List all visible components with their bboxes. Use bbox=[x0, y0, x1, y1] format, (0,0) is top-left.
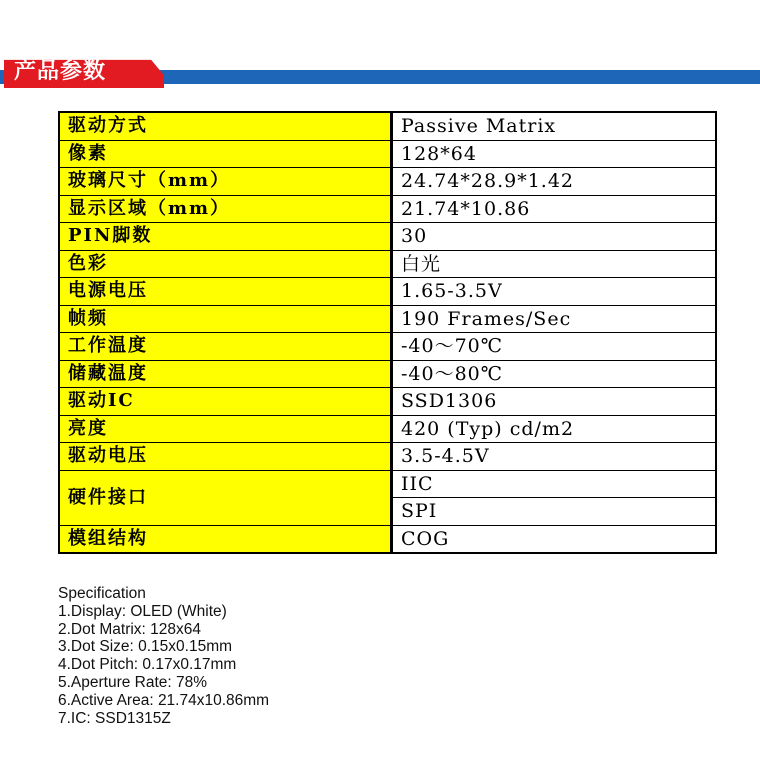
row-value: 3.5-4.5V bbox=[392, 443, 717, 471]
row-label: 驱动电压 bbox=[59, 443, 392, 471]
row-value: 白光 bbox=[392, 250, 717, 278]
row-value: Passive Matrix bbox=[392, 112, 717, 140]
page-title: 产品参数 bbox=[14, 59, 107, 84]
table-row bbox=[59, 415, 716, 443]
row-label: 色彩 bbox=[59, 250, 392, 278]
row-value: SPI bbox=[392, 498, 717, 526]
table-row bbox=[59, 443, 716, 471]
row-label: 储藏温度 bbox=[59, 360, 392, 388]
row-value: 21.74*10.86 bbox=[392, 195, 717, 223]
table-row bbox=[59, 278, 716, 306]
table-row bbox=[59, 525, 716, 553]
row-value: 24.74*28.9*1.42 bbox=[392, 168, 717, 196]
row-label: 显示区域（mm） bbox=[59, 195, 392, 223]
row-label: 驱动方式 bbox=[59, 112, 392, 140]
table-row bbox=[59, 112, 716, 140]
row-value: 190 Frames/Sec bbox=[392, 305, 717, 333]
table-row bbox=[59, 223, 716, 251]
table-row bbox=[59, 360, 716, 388]
table-row bbox=[59, 388, 716, 416]
spec-line: 7.IC: SSD1315Z bbox=[58, 709, 171, 727]
spec-line: 2.Dot Matrix: 128x64 bbox=[58, 620, 202, 638]
table-row bbox=[59, 333, 716, 361]
table-row bbox=[59, 470, 716, 498]
table-row bbox=[59, 140, 716, 168]
spec-line: 6.Active Area: 21.74x10.86mm bbox=[58, 691, 270, 709]
row-value: 420 (Typ) cd/m2 bbox=[392, 415, 717, 443]
row-value: SSD1306 bbox=[392, 388, 717, 416]
specification-block bbox=[58, 585, 658, 727]
table-row bbox=[59, 250, 716, 278]
row-label: 电源电压 bbox=[59, 278, 392, 306]
row-value: 30 bbox=[392, 223, 717, 251]
row-value: 1.65-3.5V bbox=[392, 278, 717, 306]
row-label: 帧频 bbox=[59, 305, 392, 333]
row-label: 亮度 bbox=[59, 415, 392, 443]
table-row bbox=[59, 195, 716, 223]
row-label: 像素 bbox=[59, 140, 392, 168]
row-label: 硬件接口 bbox=[59, 470, 392, 525]
row-label: 工作温度 bbox=[59, 333, 392, 361]
row-label: PIN脚数 bbox=[59, 223, 392, 251]
spec-line: 3.Dot Size: 0.15x0.15mm bbox=[58, 638, 233, 656]
parameter-table bbox=[58, 111, 717, 554]
row-value: IIC bbox=[392, 470, 717, 498]
spec-line: 1.Display: OLED (White) bbox=[58, 602, 227, 620]
row-value: 128*64 bbox=[392, 140, 717, 168]
row-value: COG bbox=[392, 525, 717, 553]
row-value: -40～80℃ bbox=[392, 360, 717, 388]
row-label: 驱动IC bbox=[59, 388, 392, 416]
row-label: 玻璃尺寸（mm） bbox=[59, 168, 392, 196]
spec-line: 4.Dot Pitch: 0.17x0.17mm bbox=[58, 656, 237, 674]
specification-heading: Specification bbox=[58, 585, 146, 602]
spec-line: 5.Aperture Rate: 78% bbox=[58, 673, 208, 691]
row-value: -40～70℃ bbox=[392, 333, 717, 361]
row-label: 模组结构 bbox=[59, 525, 392, 553]
table-row bbox=[59, 305, 716, 333]
table-row bbox=[59, 168, 716, 196]
